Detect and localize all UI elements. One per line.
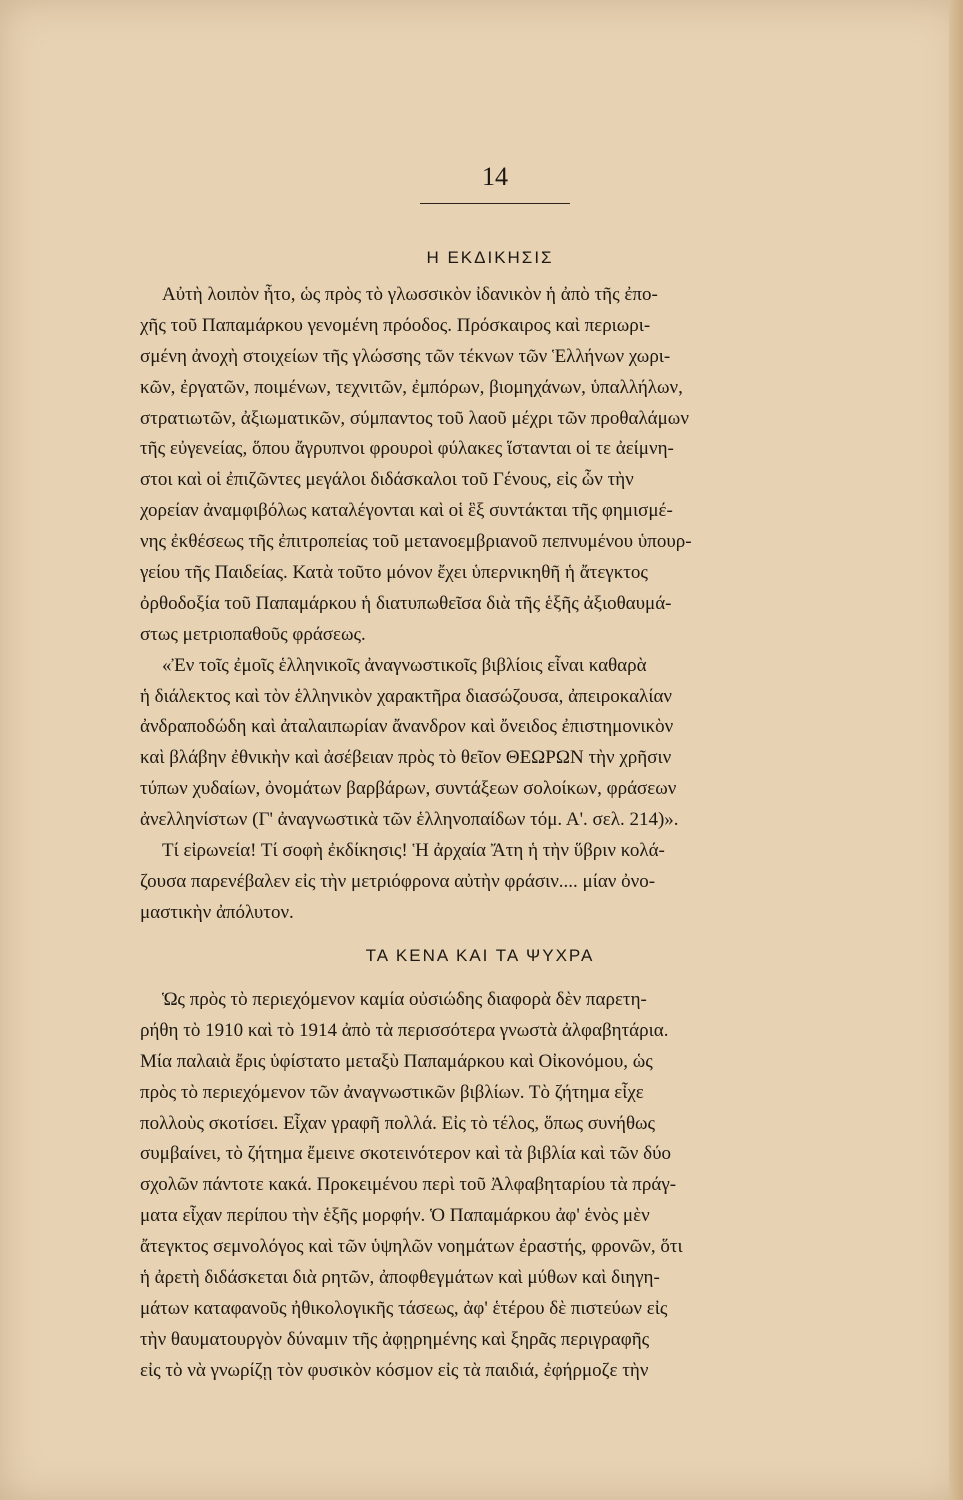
text-line: νης ἐκθέσεως τῆς ἐπιτροπείας τοῦ μετανοεμβριανοῦ πεπνυμένου ὑπουρ- — [140, 531, 692, 553]
page-number: 14 — [482, 162, 508, 191]
text-line: ματα εἶχαν περίπου τὴν ἑξῆς μορφήν. Ὁ Παπαμάρκου ἀφ' ἑνὸς μὲν — [140, 1205, 650, 1227]
text-line: τὴν θαυματουργὸν δύναμιν τῆς ἀφῃρημένης καὶ ξηρᾶς περιγραφῆς — [140, 1328, 650, 1350]
text-line: ἄτεγκτος σεμνολόγος καὶ τῶν ὑψηλῶν νοημάτων ἐραστής, φρονῶν, ὅτι — [140, 1236, 683, 1258]
text-line: ἀνελληνίστων (Γ' ἀναγνωστικὰ τῶν ἑλληνοπαίδων τόμ. Α'. σελ. 214)». — [140, 809, 679, 831]
page-number-rule — [420, 203, 570, 204]
text-line: ζουσα παρενέβαλεν εἰς τὴν μετριόφρονα αὐτὴν φράσιν.... μίαν ὀνο- — [140, 870, 656, 892]
text-line: κῶν, ἐργατῶν, ποιμένων, τεχνιτῶν, ἐμπόρων, βιομηχάνων, ὑπαλλήλων, — [140, 376, 683, 398]
section-heading: ΤΑ ΚΕΝΑ ΚΑΙ ΤΑ ΨΥΧΡΑ — [365, 946, 595, 965]
text-line: μαστικὴν ἀπόλυτον. — [140, 901, 294, 923]
text-line: καὶ βλάβην ἐθνικὴν καὶ ἀσέβειαν πρὸς τὸ θεῖον ΘΕΩΡΩΝ τὴν χρῆσιν — [140, 747, 672, 769]
text-line: ὀρθοδοξία τοῦ Παπαμάρκου ἡ διατυπωθεῖσα διὰ τῆς ἑξῆς ἀξιοθαυμά- — [140, 592, 672, 614]
text-line: εἰς τὸ νὰ γνωρίζῃ τὸν φυσικὸν κόσμον εἰς τὰ παιδιά, ἐφήρμοζε τὴν — [140, 1359, 649, 1381]
text-line: πρὸς τὸ περιεχόμενον τῶν ἀναγνωστικῶν βιβλίων. Τὸ ζήτημα εἶχε — [140, 1081, 644, 1103]
text-line: Αὐτὴ λοιπὸν ἦτο, ὡς πρὸς τὸ γλωσσικὸν ἰδανικὸν ἡ ἀπὸ τῆς ἐπο- — [162, 284, 658, 305]
text-line: συμβαίνει, τὸ ζήτημα ἔμεινε σκοτεινότερον καὶ τὰ βιβλία καὶ τῶν δύο — [140, 1143, 671, 1165]
section-body — [140, 280, 880, 929]
text-line: Τί εἰρωνεία! Τί σοφὴ ἐκδίκησις! Ἡ ἀρχαία Ἄτη ἡ τὴν ὕβριν κολά- — [162, 840, 665, 862]
text-line: Ὡς πρὸς τὸ περιεχόμενον καμία οὐσιώδης διαφορὰ δὲν παρετη- — [162, 989, 647, 1010]
text-line: τύπων χυδαίων, ὀνομάτων βαρβάρων, συντάξεων σολοίκων, φράσεων — [140, 778, 677, 800]
text-line: ἀνδραποδώδη καὶ ἀταλαιπωρίαν ἄνανδρον καὶ ὄνειδος ἐπιστημονικὸν — [140, 716, 674, 738]
text-line: πολλοὺς σκοτίσει. Εἶχαν γραφῆ πολλά. Εἰς τὸ τέλος, ὅπως συνήθως — [140, 1112, 656, 1134]
text-line: ἡ ἀρετὴ διδάσκεται διὰ ρητῶν, ἀποφθεγμάτων καὶ μύθων καὶ διηγη- — [140, 1267, 660, 1289]
text-line: σμένη ἀνοχὴ στοιχείων τῆς γλώσσης τῶν τέκνων τῶν Ἑλλήνων χωρι- — [140, 345, 671, 367]
text-line: στοι καὶ οἱ ἐπιζῶντες μεγάλοι διδάσκαλοι τοῦ Γένους, εἰς ὧν τὴν — [140, 469, 634, 491]
text-line: ρήθη τὸ 1910 καὶ τὸ 1914 ἀπὸ τὰ περισσότερα γνωστὰ ἀλφαβητάρια. — [140, 1019, 669, 1041]
text-line: ἡ διάλεκτος καὶ τὸν ἑλληνικὸν χαρακτῆρα διασώζουσα, ἀπειροκαλίαν — [140, 685, 672, 707]
text-line: Μία παλαιὰ ἔρις ὑφίστατο μεταξὺ Παπαμάρκου καὶ Οἰκονόμου, ὡς — [140, 1050, 653, 1072]
text-line: τῆς εὐγενείας, ὅπου ἄγρυπνοι φρουροὶ φύλακες ἵστανται οἱ τε ἀείμνη- — [140, 438, 674, 460]
text-line: χῆς τοῦ Παπαμάρκου γενομένη πρόοδος. Πρόσκαιρος καὶ περιωρι- — [140, 314, 651, 336]
section-body — [140, 985, 880, 1387]
page-edge — [949, 0, 963, 1500]
text-line: χορείαν ἀναμφιβόλως καταλέγονται καὶ οἱ ἓξ συντάκται τῆς φημισμέ- — [140, 500, 673, 522]
text-line: γείου τῆς Παιδείας. Κατὰ τοῦτο μόνον ἔχει ὑπερνικηθῆ ἡ ἄτεγκτος — [140, 562, 648, 584]
text-line: μάτων καταφανοῦς ἠθικολογικῆς τάσεως, ἀφ' ἑτέρου δὲ πιστεύων εἰς — [140, 1297, 668, 1319]
text-line: στρατιωτῶν, ἀξιωματικῶν, σύμπαντος τοῦ λαοῦ μέχρι τῶν προθαλάμων — [140, 407, 689, 429]
text-line: σχολῶν πάντοτε κακά. Προκειμένου περὶ τοῦ Ἀλφαβηταρίου τὰ πράγ- — [140, 1174, 677, 1196]
text-line: στως μετριοπαθοῦς φράσεως. — [140, 623, 366, 645]
section-heading: Η ΕΚΔΙΚΗΣΙΣ — [426, 248, 554, 267]
text-line: «Ἐν τοῖς ἐμοῖς ἑλληνικοῖς ἀναγνωστικοῖς βιβλίοις εἶναι καθαρὰ — [162, 654, 647, 676]
